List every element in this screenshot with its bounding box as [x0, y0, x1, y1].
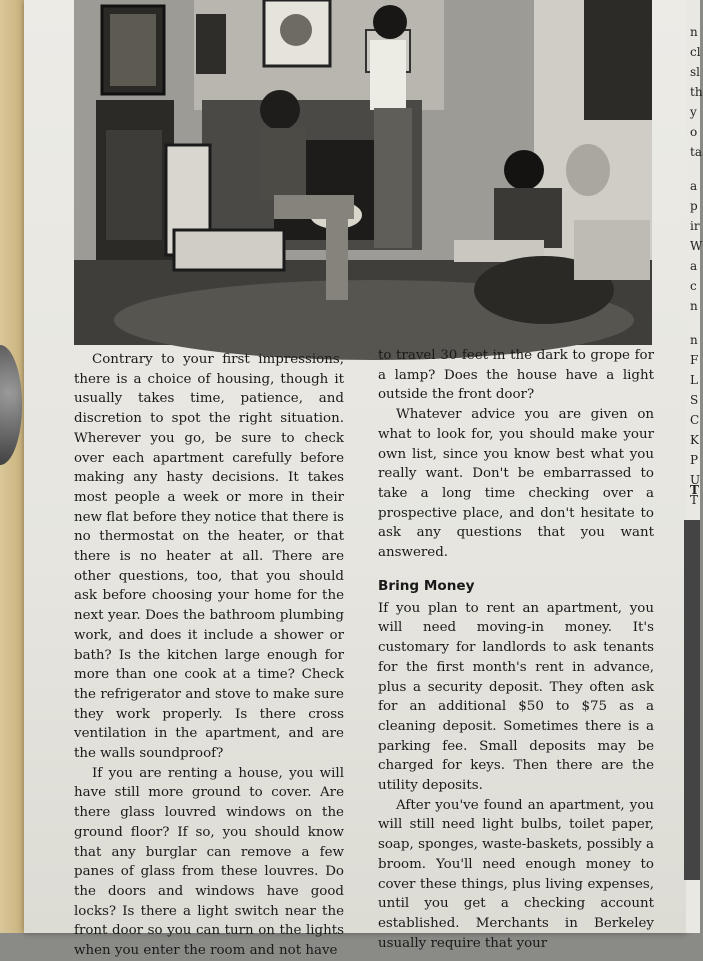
facing-page-fragment: ta	[690, 145, 702, 159]
paragraph: to travel 30 feet in the dark to grope for a lamp? Does the house have a light outside the front door?	[378, 348, 654, 403]
facing-page-photo	[684, 520, 700, 880]
paragraph: If you are renting a house, you will have still more ground to cover. Are there glass louvred windows on the ground floor? If so, you should know that any burglar can remove a few panes of glass from these louvres. Do the doors and windows have good locks? Is there a light switch near the front door so you can turn on the lights when you enter the room and not have	[74, 765, 344, 959]
facing-page-fragment: T	[690, 493, 699, 507]
facing-page-fragment: T	[690, 483, 699, 497]
facing-page-fragment: n	[690, 25, 698, 39]
paragraph: Whatever advice you are given on what to look for, you should make your own list, since you know best what you really want. Don't be embarrassed to take a long time checking over a prospective place, and don't hesitate to ask any questions that you want answered.	[378, 407, 654, 561]
living-room-photo	[74, 0, 652, 345]
facing-page-fragment: th	[690, 85, 703, 99]
facing-page-fragment: S	[690, 393, 699, 407]
paragraph: After you've found an apartment, you will still need light bulbs, toilet paper, soap, sponges, waste-baskets, possibly a broom. You'll need enough money to cover these things, plus living expenses, until you get a checking account established. Merchants in Berkeley usually require that your	[378, 797, 654, 951]
facing-page-fragment: U	[690, 473, 701, 487]
facing-page-fragment: o	[690, 125, 698, 139]
facing-page-fragment: cl	[690, 45, 701, 59]
facing-page-fragment: F	[690, 353, 699, 367]
facing-page-fragment: sl	[690, 65, 700, 79]
facing-page-fragment: ir	[690, 219, 700, 233]
facing-page-fragment: n	[690, 333, 698, 347]
magazine-page	[24, 0, 686, 959]
text-column-left	[74, 350, 344, 961]
facing-page-fragment: K	[690, 433, 699, 447]
facing-page-fragment: y	[690, 105, 697, 119]
facing-page-fragment: a	[690, 259, 698, 273]
paragraph: Contrary to your first impressions, there is a choice of housing, though it usually takes time, patience, and discretion to spot the right situation. Wherever you go, be sure to check over each apartment carefully before making any hasty decisions. It takes most people a week or more in their new flat before they notice that there is no thermostat on the heater, or that there is no heater at all. There are other questions, too, that you should ask before choosing your home for the next year. Does the bathroom plumbing work, and does it include a shower or bath? Is the kitchen large enough for more than one cook at a time? Check the refrigerator and stove to make sure they work properly. Is there cross ventilation in the apartment, and are the walls soundproof?	[74, 352, 344, 762]
living-room-photo-icon	[74, 0, 652, 345]
facing-page-fragment: W	[690, 239, 703, 253]
paragraph: If you plan to rent an apartment, you will need moving-in money. It's customary for landlords to ask tenants for the first month's rent in advance, plus a security deposit. They often ask for an additional $50 to $75 as a cleaning deposit. Sometimes there is a parking fee. Small deposits may be charged for keys. Then there are the utility deposits.	[378, 600, 654, 794]
facing-page-fragment: C	[690, 413, 700, 427]
facing-page-fragment: p	[690, 199, 698, 213]
section-heading: Bring Money	[378, 577, 475, 594]
facing-page-fragment: L	[690, 373, 698, 387]
facing-page-fragment: a	[690, 179, 698, 193]
facing-page-fragment: P	[690, 453, 699, 467]
left-page-edge	[0, 0, 26, 933]
text-column-right	[378, 346, 654, 953]
facing-page-fragment: n	[690, 299, 698, 313]
facing-page-fragment: c	[690, 279, 697, 293]
